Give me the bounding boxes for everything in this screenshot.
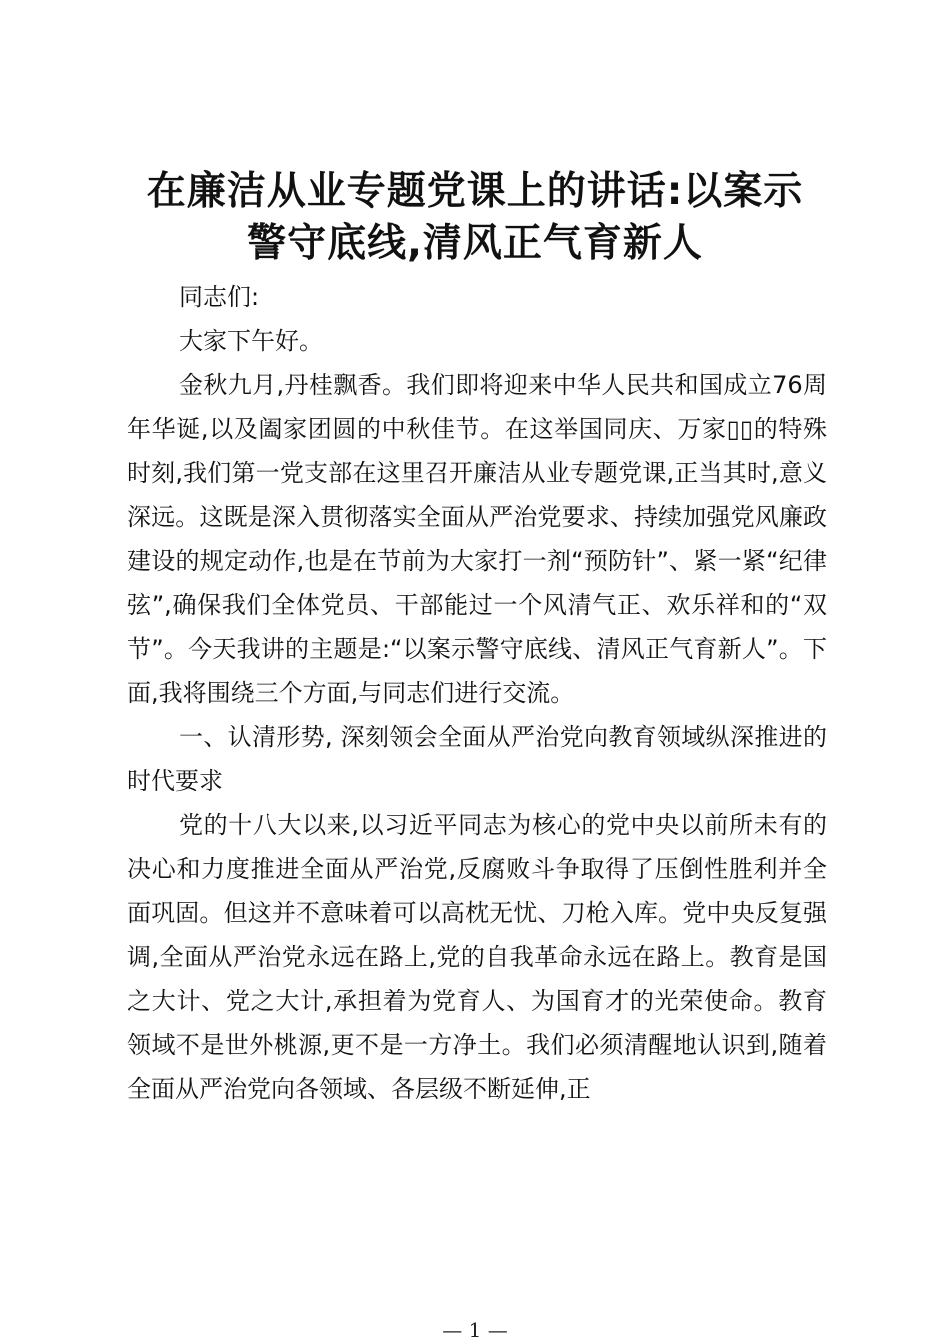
section-heading-1: 一、认清形势, 深刻领会全面从严治党向教育领域纵深推进的时代要求 <box>127 723 827 795</box>
document-body <box>127 275 827 1111</box>
title-line-2: 警守底线,清风正气育新人 <box>247 221 703 266</box>
title-line-1: 在廉洁从业专题党课上的讲话:以案示 <box>146 169 804 214</box>
page-number: — 1 — <box>442 1318 508 1342</box>
document-title <box>100 166 850 270</box>
paragraph-intro: 金秋九月,丹桂飘香。我们即将迎来中华人民共和国成立76周年华诞,以及阖家团圆的中秋佳节。在这举国同庆、万家▯▯的特殊时刻,我们第一党支部在这里召开廉洁从业专题党课,正当其时,意义深远。这既是深入贯彻落实全面从严治党要求、持续加强党风廉政建设的规定动作,也是在节前为大家打一剂“预防针”、紧一紧“纪律弦”,确保我们全体党员、干部能过一个风清气正、欢乐祥和的“双节”。今天我讲的主题是:“以案示警守底线、清风正气育新人”。下面,我将围绕三个方面,与同志们进行交流。 <box>127 371 827 707</box>
greeting: 同志们: <box>179 283 260 311</box>
paragraph-section-1: 党的十八大以来,以习近平同志为核心的党中央以前所未有的决心和力度推进全面从严治党,反腐败斗争取得了压倒性胜利并全面巩固。但这并不意味着可以高枕无忧、刀枪入库。党中央反复强调,全面从严治党永远在路上,党的自我革命永远在路上。教育是国之大计、党之大计,承担着为党育人、为国育才的光荣使命。教育领域不是世外桃源,更不是一方净土。我们必须清醒地认识到,随着全面从严治党向各领域、各层级不断延伸,正 <box>127 811 827 1103</box>
salutation: 大家下午好。 <box>179 327 323 355</box>
